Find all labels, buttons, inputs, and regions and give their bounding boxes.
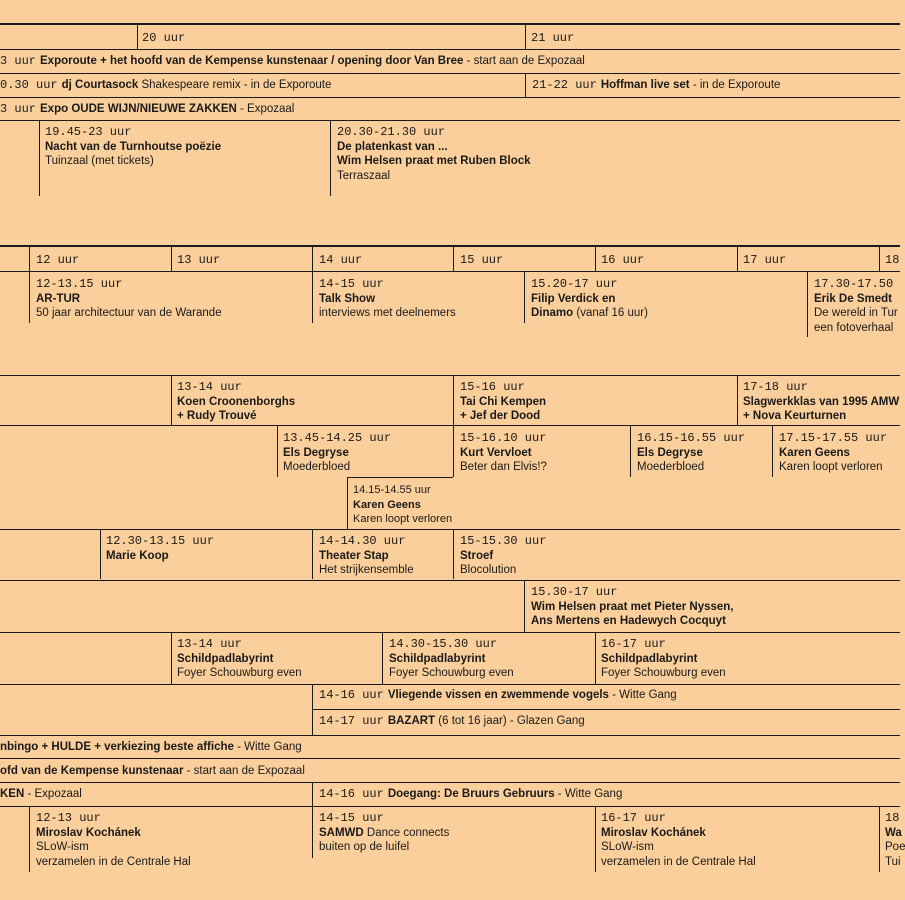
event-marker [29, 806, 30, 872]
event-marker [524, 580, 525, 632]
event-koen-croonenborghs: 13-14 uur Koen Croonenborghs + Rudy Trouvé [177, 380, 296, 422]
hour-divider [595, 245, 596, 271]
event-marker [630, 425, 631, 477]
event-marker [347, 477, 348, 529]
event-kurt-vervloet: 15-16.10 uur Kurt Vervloet Beter dan Elvis!? [460, 431, 547, 473]
evening-top-rule [0, 23, 900, 25]
event-marker [29, 271, 30, 323]
event-dj-courtasock: 0.30 uur dj Courtasock Shakespeare remix - in de Exporoute [0, 78, 332, 92]
event-doegang: 14-16 uur Doegang: De Bruurs Gebruurs - Witte Gang [319, 787, 623, 801]
hour-divider [137, 23, 138, 49]
hour-label-21: 21 uur [531, 31, 575, 45]
row-rule [0, 375, 900, 376]
event-marker [171, 632, 172, 684]
event-miroslav-2: 16-17 uur Miroslav Kochánek SLoW-ism verzamelen in de Centrale Hal [601, 811, 756, 868]
event-marker [312, 806, 313, 858]
row-rule [0, 425, 900, 426]
hour-label-15: 15 uur [460, 253, 504, 267]
row-rule [0, 782, 900, 783]
evening-header-rule [0, 49, 900, 50]
event-marker [737, 375, 738, 425]
event-marker [807, 271, 808, 337]
row-divider [525, 73, 526, 97]
event-tai-chi: 15-16 uur Tai Chi Kempen + Jef der Dood [460, 380, 547, 422]
event-filip-verdick: 15.20-17 uur Filip Verdick en Dinamo (vanaf 16 uur) [531, 277, 648, 319]
row-rule [0, 529, 900, 530]
event-talk-show: 14-15 uur Talk Show interviews met deelnemers [319, 277, 456, 319]
event-cutoff-right: 18 Wa Poe Tui [885, 811, 905, 868]
event-marker [879, 806, 880, 872]
row-rule [0, 632, 900, 633]
event-schildpad-3: 16-17 uur Schildpadlabyrint Foyer Schouwburg even [601, 637, 726, 679]
event-theater-stap: 14-14.30 uur Theater Stap Het strijkensemble [319, 534, 414, 576]
event-schildpad-2: 14.30-15.30 uur Schildpadlabyrint Foyer Schouwburg even [389, 637, 514, 679]
hour-divider [29, 245, 30, 271]
event-marker [595, 632, 596, 684]
event-stroef: 15-15.30 uur Stroef Blocolution [460, 534, 547, 576]
event-bazart: 14-17 uur BAZART (6 tot 16 jaar) - Glazen Gang [319, 714, 585, 728]
hour-label-17: 17 uur [743, 253, 787, 267]
event-exporoute: 3 uur Exporoute + het hoofd van de Kempense kunstenaar / opening door Van Bree - start aan de Expozaal [0, 54, 585, 68]
event-marker [772, 425, 773, 477]
row-rule [0, 684, 900, 685]
row-rule [0, 735, 900, 736]
day-header-rule [0, 271, 900, 272]
event-vliegende-vissen: 14-16 uur Vliegende vissen en zwemmende vogels - Witte Gang [319, 688, 677, 702]
event-hoofd-kunstenaar: ofd van de Kempense kunstenaar - start aan de Expozaal [0, 765, 305, 777]
hour-label-16: 16 uur [601, 253, 645, 267]
hour-label-20: 20 uur [142, 31, 186, 45]
event-marker [171, 375, 172, 425]
event-ar-tur: 12-13.15 uur AR-TUR 50 jaar architectuur van de Warande [36, 277, 222, 319]
event-samwd: 14-15 uur SAMWD Dance connects buiten op de luifel [319, 811, 450, 853]
event-marker [595, 806, 596, 872]
hour-divider [453, 245, 454, 271]
row-rule [347, 477, 453, 478]
event-hoffman: 21-22 uur Hoffman live set - in de Exporoute [532, 78, 781, 92]
row-rule [0, 580, 900, 581]
event-erik-de-smedt: 17.30-17.50 Erik De Smedt De wereld in Tur een fotoverhaal [814, 277, 898, 334]
hour-divider [312, 245, 313, 271]
event-marker [312, 271, 313, 323]
hour-divider [171, 245, 172, 271]
event-miroslav-1: 12-13 uur Miroslav Kochánek SLoW-ism verzamelen in de Centrale Hal [36, 811, 191, 868]
event-els-degryse-2: 16.15-16.55 uur Els Degryse Moederbloed [637, 431, 746, 473]
event-marker [453, 425, 454, 477]
hour-label-12: 12 uur [36, 253, 80, 267]
hour-divider [525, 23, 526, 49]
event-marker [524, 271, 525, 323]
event-marker [330, 120, 331, 196]
hour-label-13: 13 uur [177, 253, 221, 267]
row-rule [0, 806, 900, 807]
row-rule [0, 120, 900, 121]
event-wim-helsen-pieter: 15.30-17 uur Wim Helsen praat met Pieter Nyssen, Ans Mertens en Hadewych Cocquyt [531, 585, 734, 627]
event-expo-oude-wijn: 3 uur Expo OUDE WIJN/NIEUWE ZAKKEN - Expozaal [0, 102, 295, 116]
event-karen-geens-2: 17.15-17.55 uur Karen Geens Karen loopt verloren [779, 431, 888, 473]
event-bingo-hulde: nbingo + HULDE + verkiezing beste affiche - Witte Gang [0, 741, 302, 753]
row-rule [0, 758, 900, 759]
day-top-rule [0, 245, 900, 247]
event-marie-koop: 12.30-13.15 uur Marie Koop [106, 534, 215, 562]
row-rule [312, 709, 900, 710]
event-schildpad-1: 13-14 uur Schildpadlabyrint Foyer Schouwburg even [177, 637, 302, 679]
event-nacht-poezie: 19.45-23 uur Nacht van de Turnhoutse poëzie Tuinzaal (met tickets) [45, 125, 222, 167]
row-rule [0, 73, 900, 74]
event-marker [312, 529, 313, 579]
event-marker [277, 425, 278, 477]
event-slagwerkklas: 17-18 uur Slagwerkklas van 1995 AMW + Nova Keurturnen [743, 380, 900, 422]
event-marker [100, 529, 101, 579]
event-karen-geens-1: 14.15-14.55 uur Karen Geens Karen loopt verloren [353, 484, 453, 525]
row-rule [0, 97, 900, 98]
event-marker [382, 632, 383, 684]
event-marker [39, 120, 40, 196]
event-marker [453, 529, 454, 579]
event-marker [453, 375, 454, 425]
event-expozaal: KEN - Expozaal [0, 788, 82, 800]
event-platenkast: 20.30-21.30 uur De platenkast van ... Wim Helsen praat met Ruben Block Terraszaal [337, 125, 531, 182]
event-els-degryse-1: 13.45-14.25 uur Els Degryse Moederbloed [283, 431, 392, 473]
hour-divider [879, 245, 880, 271]
hour-label-18: 18 [885, 253, 900, 267]
hour-divider [737, 245, 738, 271]
event-marker [312, 782, 313, 806]
hour-label-14: 14 uur [319, 253, 363, 267]
